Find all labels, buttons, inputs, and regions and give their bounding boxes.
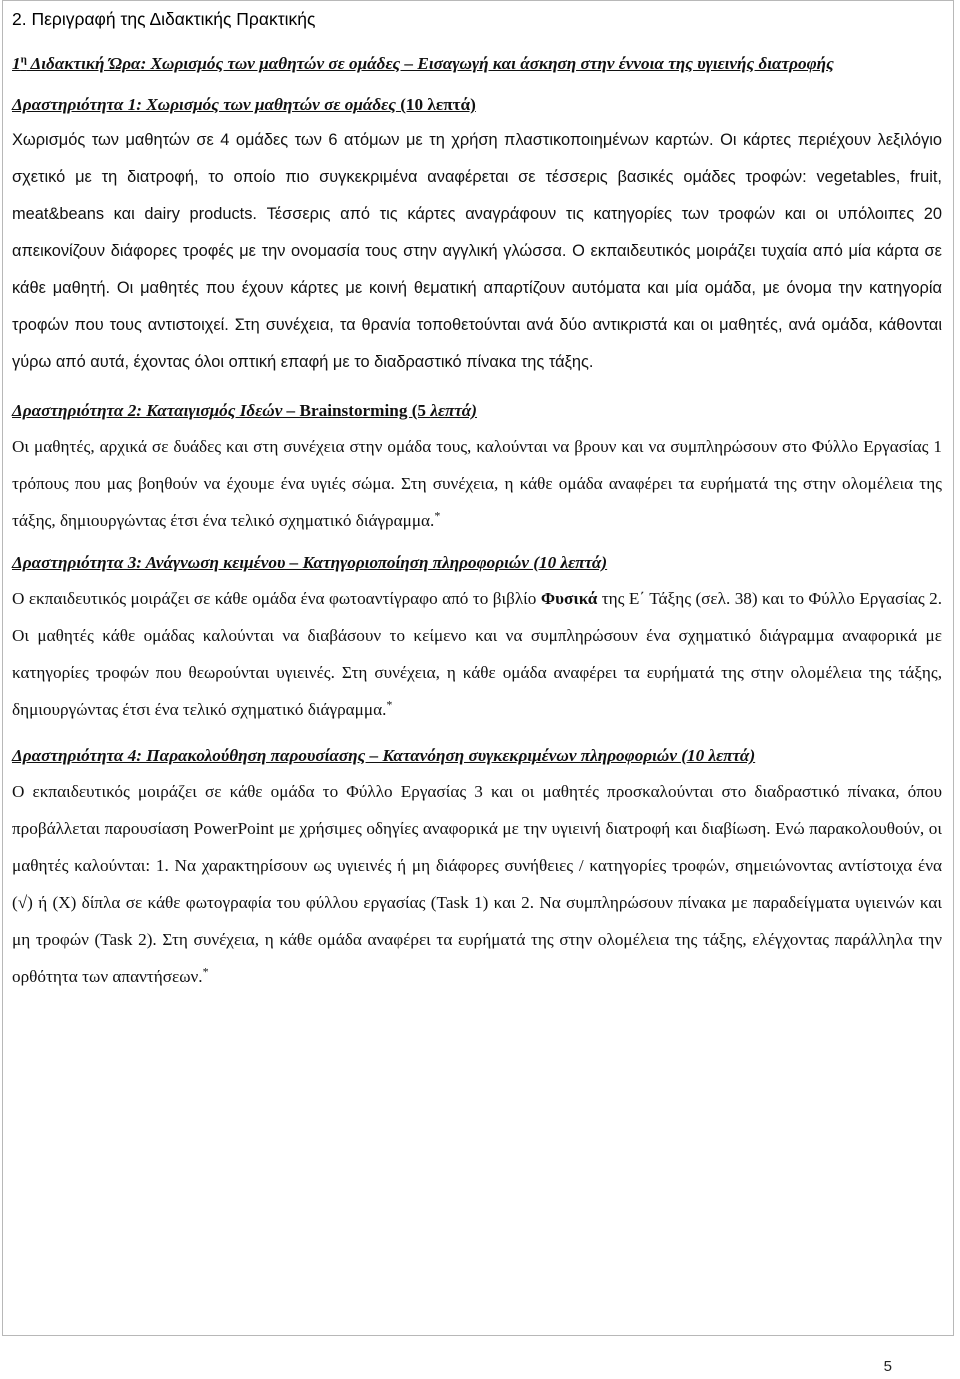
footnote-star: * [434, 508, 441, 523]
footnote-star: * [202, 964, 209, 979]
lesson-title [12, 50, 942, 77]
section-title: 2. Περιγραφή της Διδακτικής Πρακτικής [12, 9, 316, 29]
page-number: 5 [883, 1358, 892, 1375]
activity4-text: Ο εκπαιδευτικός μοιράζει σε κάθε ομάδα το Φύλλο Εργασίας 3 και οι μαθητές προσκαλούνται στο διαδραστικό πίνακα, όπου προβάλλεται παρουσίαση PowerPoint με χρήσιμες οδηγίες αναφορικά με την υγιεινή διατροφή και διαβίωση. Ενώ παρακολουθούν, οι μαθητές καλούνται: 1. Να χαρακτηρίσουν ως υγιεινές ή μη διάφορες συνήθειες / κατηγορίες τροφών, σημειώνοντας αντίστοιχα ένα (√) ή (Χ) δίπλα σε κάθε φωτογραφία του φύλλου εργασίας (Task 1) και 2. Να συμπληρώσουν πίνακα με παραδείγματα υγιεινών και μη τροφών (Task 2). Στη συνέχεια, η κάθε ομάδα αναφέρει τα ευρήματά της στην ολομέλεια της τάξης, ελέγχοντας παράλληλα την ορθότητα των απαντήσεων.* [12, 782, 942, 986]
activity3-heading: Δραστηριότητα 3: Ανάγνωση κειμένου – Κατηγοριοποίηση πληροφοριών (10 λεπτά) [12, 553, 608, 572]
footnote-star: * [386, 697, 393, 712]
lesson-number: 1 [12, 54, 21, 73]
activity1-text: Χωρισμός των μαθητών σε 4 ομάδες των 6 ατόμων με τη χρήση πλαστικοποιημένων καρτών. Οι κάρτες περιέχουν λεξιλόγιο σχετικό με τη διατροφή, το οποίο πιο συγκεκριμένα αναφέρεται σε τέσσερις βασικές ομάδες τροφών: vegetables, fruit, meat&beans και dairy products. Τέσσερις από τις κάρτες αναγράφουν τις κατηγορίες των τροφών και οι υπόλοιπες 20 απεικονίζουν διάφορες τροφές με την ονομασία τους στην αγγλική γλώσσα. Ο εκπαιδευτικός μοιράζει τυχαία από μία κάρτα σε κάθε μαθητή. Οι μαθητές που έχουν κάρτες με κοινή θεματική απαρτίζουν αυτόματα και μία ομάδα, με όνομα την κατηγορία τροφών που τους αντιστοιχεί. Στη συνέχεια, τα θρανία τοποθετούνται ανά δύο αντικριστά και οι μαθητές, ανά ομάδα, κάθονται γύρω από αυτά, έχοντας όλοι οπτική επαφή με το διαδραστικό πίνακα της τάξης. [12, 131, 942, 371]
lesson-title-text: Διδακτική Ώρα: Χωρισμός των μαθητών σε ομάδες – Εισαγωγή και άσκηση στην έννοια της υγιεινής διατροφής [26, 54, 834, 73]
lesson-number-suffix: η [20, 53, 27, 66]
activity4-heading: Δραστηριότητα 4: Παρακολούθηση παρουσίασης – Κατανόηση συγκεκριμένων πληροφοριών (10 λεπτά) [12, 746, 756, 765]
document-body [12, 0, 942, 995]
activity2-text: Οι μαθητές, αρχικά σε δυάδες και στη συνέχεια στην ομάδα τους, καλούνται να βρουν και να συμπληρώσουν στο Φύλλο Εργασίας 1 τρόπους που μας βοηθούν να έχουμε ένα υγιές σώμα. Στη συνέχεια, η κάθε ομάδα αναφέρει τα ευρήματά της στην ολομέλεια της τάξης, δημιουργώντας έτσι ένα τελικό σχηματικό διάγραμμα.* [12, 437, 942, 530]
activity3-text: Ο εκπαιδευτικός μοιράζει σε κάθε ομάδα ένα φωτοαντίγραφο από το βιβλίο Φυσικά της Ε΄ Τάξης (σελ. 38) και το Φύλλο Εργασίας 2. Οι μαθητές κάθε ομάδας καλούνται να διαβάσουν το κείμενο και να συμπληρώσουν ένα σχηματικό διάγραμμα αναφορικά με κατηγορίες τροφών που θεωρούνται υγιεινές. Στη συνέχεια, η κάθε ομάδα αναφέρει τα ευρήματά της στην ολομέλεια της τάξης, δημιουργώντας έτσι ένα τελικό σχηματικό διάγραμμα.* [12, 589, 942, 719]
book-title: Φυσικά [540, 589, 598, 608]
activity2-heading: Δραστηριότητα 2: Καταιγισμός Ιδεών – Brainstorming (5 λεπτά) [12, 401, 478, 420]
activity1-heading: Δραστηριότητα 1: Χωρισμός των μαθητών σε ομάδες (10 λεπτά) [12, 95, 476, 114]
